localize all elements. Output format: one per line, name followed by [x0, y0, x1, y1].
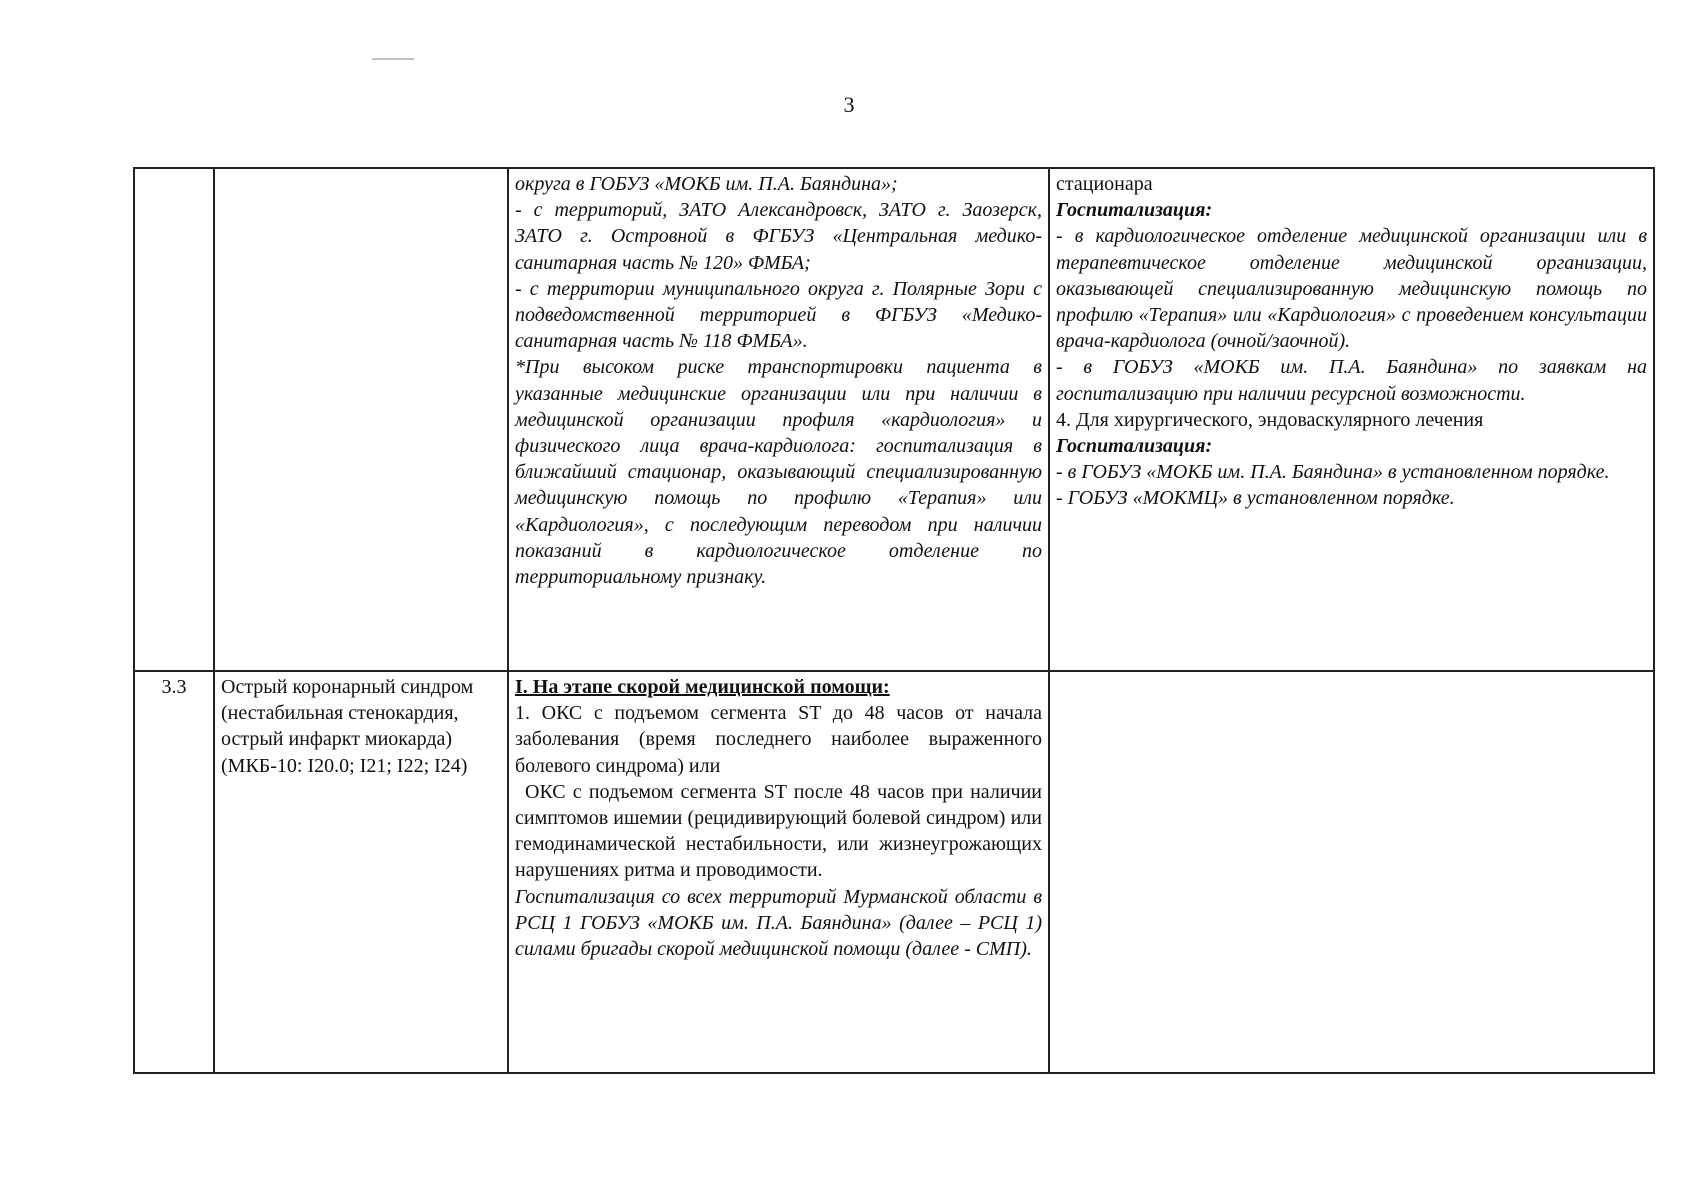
cell-diagnosis-empty [214, 168, 508, 671]
hospital-mokmc: - ГОБУЗ «МОКМЦ» в установленном порядке. [1056, 487, 1455, 510]
oks-criteria-2: ОКС с подъемом сегмента ST после 48 часов при наличии симптомов ишемии (рецидивирующий болевой синдром) или гемодинамической нестабильности, или жизнеугрожающих нарушениях ритма и проводимости. [515, 780, 1042, 882]
stage-heading: I. На этапе скорой медицинской помощи: [515, 676, 890, 698]
hospitalization-label-2: Госпитализация: [1056, 435, 1213, 458]
hospital-item-4: 4. Для хирургического, эндоваскулярного лечения [1056, 408, 1484, 431]
routing-risk-note: *При высоком риске транспортировки пациента в указанные медицинские организации или при наличии в медицинской организации профиля «кардиология» и физического лица врача-кардиолога: госпитализация в ближайший стационар, оказывающий специализированную медицинскую помощь по профилю «Терапия» или «Кардиология», с последующим переводом при наличии показаний в кардиологическое отделение по территориальному признаку. [515, 356, 1042, 589]
scan-artifact [372, 58, 414, 60]
hospital-cardio-dept: - в кардиологическое отделение медицинской организации или в терапевтическое отделение медицинской организации, оказывающей специализированную медицинскую помощь по профилю «Терапия» или «Кардиология» с проведением консультации врача-кардиолога (очной/заочной). [1056, 225, 1647, 353]
routing-polyarnye: - с территории муниципального округа г. Полярные Зори с подведомственной территорией в ФГБУЗ «Медико-санитарная часть № 118 ФМБА». [515, 277, 1042, 353]
routing-table [133, 167, 1655, 1074]
routing-line-1: округа в ГОБУЗ «МОКБ им. П.А. Баяндина»; [515, 173, 898, 195]
hospital-mokb-order: - в ГОБУЗ «МОКБ им. П.А. Баяндина» в установленном порядке. [1056, 461, 1610, 484]
hospitalization-label: Госпитализация: [1056, 199, 1213, 222]
cell-hospital-empty [1049, 671, 1654, 1073]
hospital-line-1: стационара [1056, 173, 1153, 195]
cell-hospital-stage [1049, 168, 1654, 671]
cell-ambulance-stage [508, 671, 1049, 1073]
row-number: 3.3 [134, 671, 214, 1073]
page-number: 3 [843, 92, 855, 117]
cell-routing-stage [508, 168, 1049, 671]
cell-number-empty [134, 168, 214, 671]
hospital-mokb-request: - в ГОБУЗ «МОКБ им. П.А. Баяндина» по заявкам на госпитализацию при наличии ресурсной возможности. [1056, 356, 1647, 405]
table-row-3-3 [134, 671, 1654, 1073]
diagnosis-cell: Острый коронарный синдром (нестабильная стенокардия, острый инфаркт миокарда) (МКБ-10: I20.0; I21; I22; I24) [214, 671, 508, 1073]
oks-criteria-1: 1. ОКС с подъемом сегмента ST до 48 часов от начала заболевания (время последнего наиболее выраженного болевого синдрома) или [515, 702, 1042, 777]
table-row-previous [134, 168, 1654, 671]
routing-zato: - с территорий, ЗАТО Александровск, ЗАТО г. Заозерск, ЗАТО г. Островной в ФГБУЗ «Центральная медико-санитарная часть № 120» ФМБА; [515, 199, 1042, 274]
oks-hospitalization: Госпитализация со всех территорий Мурманской области в РСЦ 1 ГОБУЗ «МОКБ им. П.А. Баяндина» (далее – РСЦ 1) силами бригады скорой медицинской помощи (далее - СМП). [515, 885, 1042, 961]
